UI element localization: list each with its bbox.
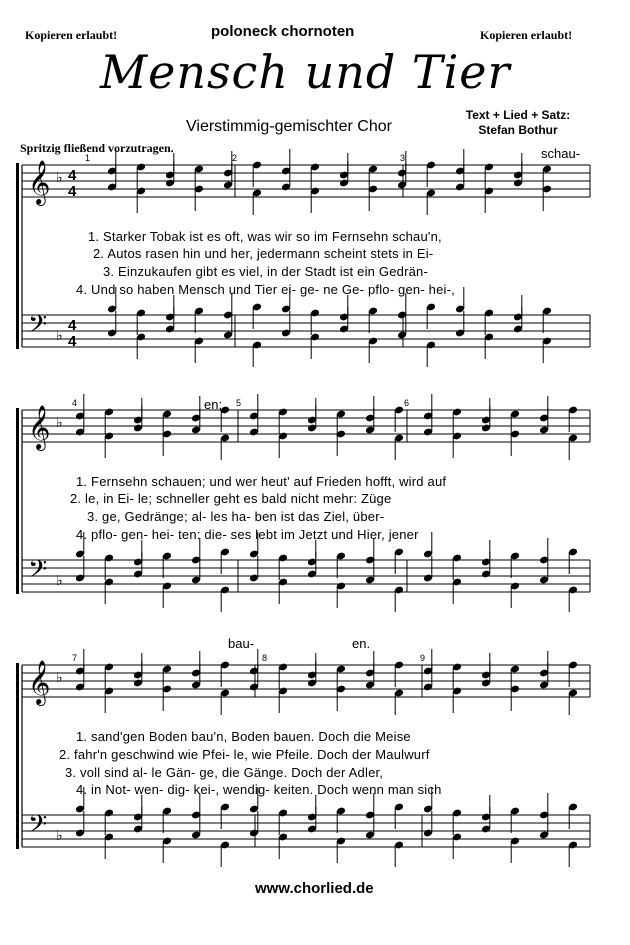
measure-number: 5	[236, 398, 242, 408]
system-3-verse-4: 4. in Not- wen- dig- kei-, wendig- keiten. Doch wenn man sich	[76, 782, 442, 797]
system-3-top-lyric-b: en.	[352, 636, 371, 651]
flat-sign: ♭	[56, 169, 63, 185]
flat-sign: ♭	[56, 327, 63, 343]
measure-number: 9	[420, 653, 426, 663]
system-2-verse-3: 3. ge, Gedränge; al- les ha- ben ist das Ziel, über-	[87, 509, 385, 524]
flat-sign: ♭	[56, 827, 63, 843]
system-2-verse-4: 4. pflo- gen- hei- ten: die- ses lebt im Jetzt und Hier, jener	[76, 527, 419, 542]
system-bracket	[16, 163, 19, 349]
flat-sign: ♭	[56, 414, 63, 430]
treble-clef: 𝄞	[28, 662, 51, 704]
measure-number: 8	[262, 653, 268, 663]
site-name: poloneck chornoten	[211, 23, 355, 40]
time-signature-bottom: 4	[68, 183, 77, 200]
credits-label: Text + Lied + Satz:	[465, 108, 571, 122]
system-1-verse-2: 2. Autos rasen hin und her, jedermann scheint stets in Ei-	[93, 246, 434, 261]
flat-sign: ♭	[56, 572, 63, 588]
song-subtitle: Vierstimmig-gemischter Chor	[186, 118, 392, 135]
system-3-verse-1: 1. sand'gen Boden bau'n, Boden bauen. Doch die Meise	[76, 729, 411, 744]
system-1-top-lyric: schau-	[541, 146, 581, 161]
bass-clef: 𝄢	[28, 556, 48, 589]
time-signature-top: 4	[68, 317, 77, 334]
system-2-verse-1: 1. Fernsehn schauen; und wer heut' auf Frieden hofft, wird auf	[76, 474, 447, 489]
system-3-verse-2: 2. fahr'n geschwind wie Pfei- le, wie Pfeile. Doch der Maulwurf	[59, 747, 430, 762]
copy-notice-left: Kopieren erlaubt!	[25, 28, 118, 42]
copy-notice-right: Kopieren erlaubt!	[480, 28, 573, 42]
system-bracket	[16, 663, 19, 849]
measure-number: 6	[404, 398, 410, 408]
measure-number: 4	[72, 398, 78, 408]
system-3-top-lyric-a: bau-	[228, 636, 255, 651]
footer-url: www.chorlied.de	[255, 880, 374, 897]
treble-clef: 𝄞	[28, 162, 51, 204]
bass-clef: 𝄢	[28, 811, 48, 844]
measure-number: 1	[85, 153, 91, 163]
system-bracket	[16, 408, 19, 594]
system-2-verse-2: 2. le, in Ei- le; schneller geht es bald nicht mehr: Züge	[70, 491, 392, 506]
bass-clef: 𝄢	[28, 311, 48, 344]
measure-number: 3	[400, 153, 406, 163]
flat-sign: ♭	[56, 669, 63, 685]
treble-clef: 𝄞	[28, 407, 51, 449]
system-3-verse-3: 3. voll sind al- le Gän- ge, die Gänge. Doch der Adler,	[65, 765, 384, 780]
time-signature-top: 4	[68, 167, 77, 184]
measure-number: 7	[72, 653, 78, 663]
tempo-marking: Spritzig fließend vorzutragen.	[20, 141, 174, 155]
system-1-verse-4: 4. Und so haben Mensch und Tier ei- ge- ne Ge- pflo- gen- hei-,	[76, 282, 455, 297]
composer-name: Stefan Bothur	[478, 123, 558, 137]
song-title: Mensch und Tier	[100, 45, 511, 99]
time-signature-bottom: 4	[68, 333, 77, 350]
measure-number: 2	[232, 153, 238, 163]
system-1-verse-1: 1. Starker Tobak ist es oft, was wir so im Fernsehn schau'n,	[88, 229, 442, 244]
system-1-verse-3: 3. Einzukaufen gibt es viel, in der Stadt ist ein Gedrän-	[103, 264, 429, 279]
system-2-top-lyric: en;	[204, 397, 223, 412]
